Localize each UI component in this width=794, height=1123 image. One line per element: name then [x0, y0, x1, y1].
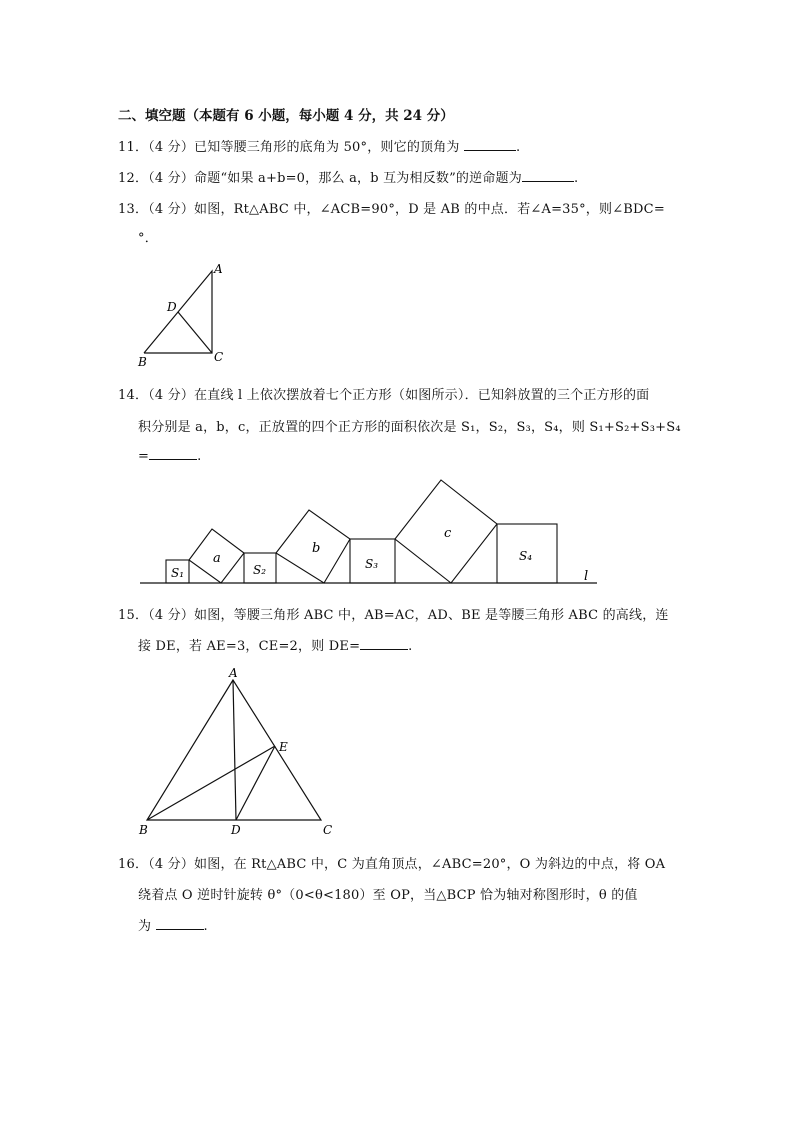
q16-end: .	[203, 919, 208, 934]
q15-label-d: D	[231, 823, 241, 837]
question-14-line2: 积分别是 a，b，c，正放置的四个正方形的面积依次是 S₁，S₂，S₃，S₄，则 S₁+S₂+S₃+S₄	[138, 420, 681, 435]
question-13-line2: °．	[138, 231, 158, 246]
q14-eq: =	[138, 449, 150, 464]
q12-answer-blank[interactable]	[522, 169, 574, 182]
label-s3: S₃	[365, 557, 379, 571]
question-12	[118, 167, 578, 186]
q15-label-b: B	[139, 823, 148, 837]
question-16-line1: 16．（4 分）如图，在 Rt△ABC 中，C 为直角顶点，∠ABC=20°，O 为斜边的中点，将 OA	[118, 857, 666, 872]
question-13-line1: 13．（4 分）如图，Rt△ABC 中，∠ACB=90°，D 是 AB 的中点．若∠A=35°，则∠BDC=	[118, 202, 665, 217]
q14-end: .	[197, 449, 202, 464]
label-c: c	[444, 526, 452, 541]
q12-end: .	[573, 171, 579, 186]
question-11	[118, 136, 520, 155]
q16-answer-blank[interactable]	[156, 917, 204, 930]
label-l: l	[584, 569, 589, 584]
question-14-line3	[138, 447, 201, 464]
question-16-line3	[138, 915, 208, 934]
label-s2: S₂	[253, 563, 267, 577]
question-16-line2: 绕着点 O 逆时针旋转 θ°（0<θ<180）至 OP，当△BCP 恰为轴对称图形时，θ 的值	[138, 888, 638, 903]
q13-label-b: B	[138, 355, 147, 369]
label-b: b	[312, 541, 321, 556]
q13-label-d: D	[167, 300, 177, 314]
q14-answer-blank[interactable]	[149, 447, 197, 460]
q11-end: .	[515, 140, 521, 155]
q11-text: 11．（4 分）已知等腰三角形的底角为 50°，则它的顶角为	[118, 140, 460, 155]
label-s4: S₄	[519, 549, 533, 563]
q13-label-a: A	[214, 262, 223, 276]
section-title: 二、填空题（本题有 6 小题，每小题 4 分，共 24 分）	[118, 108, 454, 124]
q15-label-c: C	[323, 823, 333, 837]
q13-median-dc	[178, 312, 212, 353]
label-s1: S₁	[171, 566, 185, 580]
q15-end: .	[408, 639, 413, 654]
q15-label-e: E	[279, 740, 288, 754]
q12-text: 12．（4 分）命题“如果 a+b=0，那么 a，b 互为相反数”的逆命题为	[118, 171, 522, 186]
q13-figure	[130, 255, 240, 370]
q11-answer-blank[interactable]	[464, 138, 516, 151]
q16-text: 为	[138, 919, 152, 934]
question-15-line1: 15．（4 分）如图，等腰三角形 ABC 中，AB=AC，AD、BE 是等腰三角形 ABC 的高线，连	[118, 608, 669, 623]
q15-answer-blank[interactable]	[360, 637, 408, 650]
q15-text: 接 DE，若 AE=3，CE=2，则 DE=	[138, 639, 361, 654]
q15-label-a: A	[229, 666, 238, 680]
label-a: a	[213, 551, 221, 566]
q15-figure	[135, 662, 345, 842]
q13-label-c: C	[214, 350, 224, 364]
q14-figure	[140, 476, 610, 591]
question-14-line1: 14．（4 分）在直线 l 上依次摆放着七个正方形（如图所示）．已知斜放置的三个正方形的面	[118, 388, 650, 403]
altitude-ad	[233, 680, 236, 820]
question-15-line2	[138, 635, 413, 654]
